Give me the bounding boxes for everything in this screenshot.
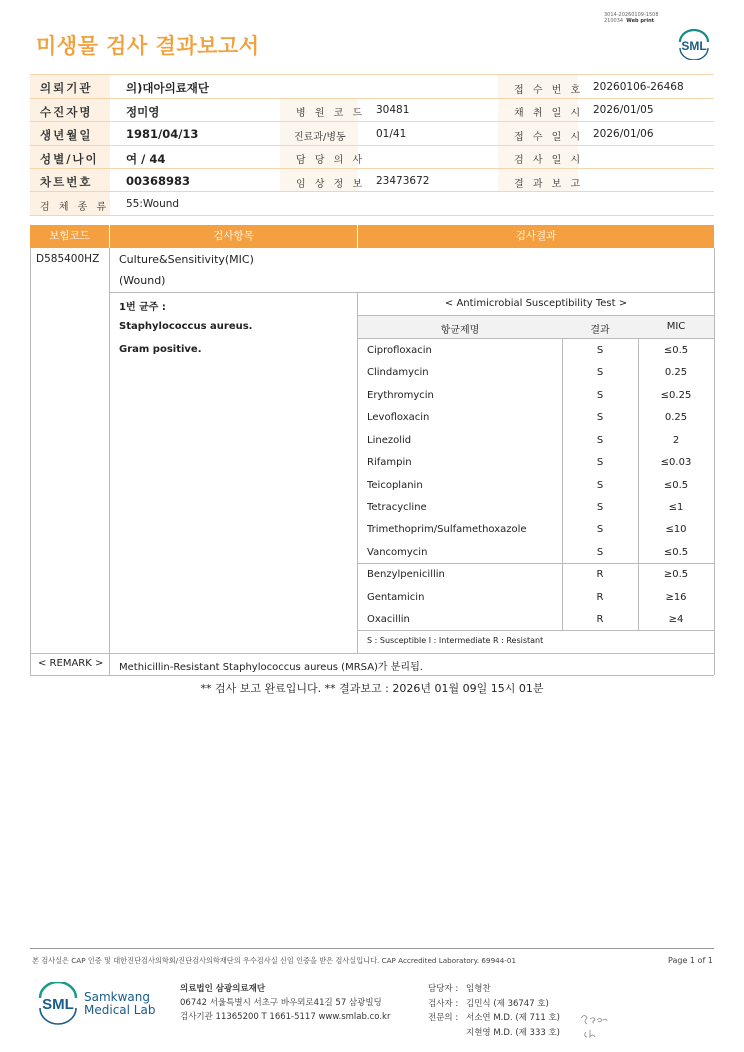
- dept-label: 진료과/병동: [294, 132, 346, 143]
- antibiotic-result: S: [596, 547, 604, 558]
- chart-no-value: 00368983: [126, 174, 191, 188]
- staff-list: [428, 982, 560, 1040]
- lab-address: 06742 서울특별시 서초구 바우뫼로41길 57 삼광빌딩: [180, 998, 382, 1008]
- print-code: [604, 12, 659, 24]
- antibiotic-row: [358, 474, 714, 496]
- antibiotic-row: [358, 586, 714, 608]
- organism-label: 1번 균주 :: [119, 302, 166, 313]
- antibiotic-name: Gentamicin: [367, 592, 425, 603]
- sml-logo-text: SML: [681, 39, 707, 53]
- antibiotic-mic: ≤10: [665, 524, 687, 535]
- lab-contact: 검사기관 11365200 T 1661-5117 www.smlab.co.kr: [180, 1012, 391, 1022]
- hospital-code-label: 병 원 코 드: [296, 108, 366, 119]
- print-code-line2: 210034: [604, 18, 624, 24]
- collect-date-value: 2026/01/05: [593, 104, 654, 116]
- lab-name-en-line2: Medical Lab: [84, 1003, 156, 1017]
- antibiotic-name: Linezolid: [367, 435, 412, 446]
- antibiotic-name: Levofloxacin: [367, 412, 430, 423]
- doctor-label: 담 당 의 사: [296, 155, 366, 166]
- antibiotic-name: Oxacillin: [367, 614, 410, 625]
- lab-name-en-line1: Samkwang: [84, 990, 150, 1004]
- col-header-result: 검사결과: [358, 225, 714, 248]
- accreditation-note: 본 검사실은 CAP 인증 및 대한진단검사의학회/진단검사의학재단의 우수검사실 신임 인증을 받은 검사실입니다. CAP Accredited Laboratory. 69944-01: [32, 956, 517, 965]
- antibiotic-name: Trimethoprim/Sulfamethoxazole: [367, 524, 527, 535]
- requester-label: 의뢰기관: [40, 81, 93, 95]
- patient-name-label: 수진자명: [40, 105, 93, 119]
- hospital-code-value: 30481: [376, 104, 410, 116]
- sex-age-value: 여 / 44: [126, 152, 166, 166]
- lab-name-en: [84, 991, 155, 1017]
- antibiotic-result: S: [596, 367, 604, 378]
- test-specimen: (Wound): [119, 274, 166, 287]
- collect-date-label: 채 취 일 시: [514, 108, 584, 119]
- staff-role: 전문의 :: [428, 1013, 459, 1023]
- antibiotic-mic: ≥16: [665, 592, 687, 603]
- patient-name-value: 정미영: [126, 105, 160, 119]
- test-date-label: 검 사 일 시: [514, 155, 584, 166]
- antibiotic-mic: ≥4: [668, 614, 684, 625]
- antibiotic-row: [358, 361, 714, 383]
- birth-value: 1981/04/13: [126, 127, 199, 141]
- ast-legend: S : Susceptible I : Intermediate R : Resistant: [367, 636, 544, 645]
- report-title: 미생물 검사 결과보고서: [36, 34, 260, 58]
- antibiotic-name: Benzylpenicillin: [367, 569, 445, 580]
- staff-name: 김민식 (제 36747 호): [466, 998, 549, 1009]
- antibiotic-result: R: [596, 614, 604, 625]
- antibiotic-row: [358, 406, 714, 428]
- clinical-info-value: 23473672: [376, 175, 430, 187]
- web-print-label: Web print: [626, 18, 655, 24]
- print-code-line1: 3014-20260109-1508: [604, 12, 659, 18]
- antibiotic-result: S: [596, 390, 604, 401]
- antibiotic-result: S: [596, 457, 604, 468]
- signature-image: [578, 1010, 610, 1040]
- sml-footer-logo-text: SML: [42, 996, 74, 1013]
- antibiotic-mic: 0.25: [664, 367, 688, 378]
- ast-col-result: 결과: [590, 325, 610, 336]
- antibiotic-name: Teicoplanin: [367, 480, 423, 491]
- antibiotic-row: [358, 518, 714, 540]
- antibiotic-row: [358, 541, 714, 563]
- sex-age-label: 성별/나이: [40, 152, 99, 166]
- report-date-label: 결 과 보 고: [514, 179, 584, 190]
- requester-value: 의)대아의료재단: [126, 81, 210, 95]
- staff-name: 서소연 M.D. (제 711 호): [466, 1013, 561, 1023]
- antibiotic-result: S: [596, 480, 604, 491]
- antibiotic-mic: ≤0.25: [660, 390, 692, 401]
- ast-title: < Antimicrobial Susceptibility Test >: [444, 298, 628, 309]
- antibiotic-row: [358, 496, 714, 518]
- antibiotic-result: S: [596, 502, 604, 513]
- antibiotic-mic: 2: [672, 435, 680, 446]
- col-header-code: 보험코드: [30, 225, 109, 248]
- lab-name: 의료법인 삼광의료재단: [180, 984, 266, 994]
- antibiotic-mic: 0.25: [664, 412, 688, 423]
- page-number: Page 1 of 1: [668, 956, 713, 965]
- sml-logo-icon: [676, 28, 712, 60]
- organism-name: Staphylococcus aureus.: [119, 321, 253, 332]
- antibiotic-row: [358, 563, 714, 585]
- antibiotic-result: S: [596, 435, 604, 446]
- antibiotic-name: Ciprofloxacin: [367, 345, 432, 356]
- col-header-item: 검사항목: [110, 225, 357, 248]
- antibiotic-mic: ≤0.5: [663, 480, 689, 491]
- antibiotic-row: [358, 339, 714, 361]
- ast-col-name: 항균제명: [440, 325, 480, 336]
- staff-name: 임형찬: [466, 984, 491, 994]
- test-name: Culture&Sensitivity(MIC): [119, 253, 254, 266]
- ast-col-mic: MIC: [666, 321, 686, 332]
- receipt-date-label: 접 수 일 시: [514, 132, 584, 143]
- receipt-date-value: 2026/01/06: [593, 128, 654, 140]
- antibiotic-result: S: [596, 412, 604, 423]
- dept-value: 01/41: [376, 128, 407, 140]
- chart-no-label: 차트번호: [40, 175, 93, 189]
- receipt-no-value: 20260106-26468: [593, 81, 684, 93]
- antibiotic-name: Clindamycin: [367, 367, 429, 378]
- staff-role: 검사자 :: [428, 998, 459, 1009]
- antibiotic-row: [358, 608, 714, 630]
- antibiotic-name: Vancomycin: [367, 547, 428, 558]
- antibiotic-mic: ≤0.5: [663, 547, 689, 558]
- antibiotic-mic: ≤1: [668, 502, 684, 513]
- birth-label: 생년월일: [40, 128, 93, 142]
- insurance-code: D585400HZ: [36, 253, 100, 265]
- antibiotic-mic: ≥0.5: [663, 569, 689, 580]
- antibiotic-row: [358, 384, 714, 406]
- gram-stain: Gram positive.: [119, 344, 202, 355]
- clinical-info-label: 임 상 정 보: [296, 179, 366, 190]
- report-completion: ** 검사 보고 완료입니다. ** 결과보고 : 2026년 01월 09일 15시 01분: [200, 682, 544, 695]
- antibiotic-result: R: [596, 569, 604, 580]
- staff-role: 담당자 :: [428, 984, 459, 994]
- sml-footer-logo-icon: [36, 982, 80, 1026]
- antibiotic-name: Tetracycline: [367, 502, 427, 513]
- antibiotic-result: S: [596, 524, 604, 535]
- specimen-label: 검 체 종 류: [40, 202, 110, 213]
- remark-label: < REMARK >: [38, 658, 104, 669]
- antibiotic-mic: ≤0.5: [663, 345, 689, 356]
- receipt-no-label: 접 수 번 호: [514, 85, 584, 96]
- antibiotic-name: Rifampin: [367, 457, 412, 468]
- antibiotic-mic: ≤0.03: [660, 457, 692, 468]
- antibiotic-row: [358, 429, 714, 451]
- specimen-value: 55:Wound: [126, 198, 180, 210]
- antibiotic-result: S: [596, 345, 604, 356]
- staff-name: 지현영 M.D. (제 333 호): [466, 1027, 561, 1038]
- antibiotic-name: Erythromycin: [367, 390, 434, 401]
- remark-text: Methicillin-Resistant Staphylococcus aureus (MRSA)가 분리됨.: [119, 662, 423, 673]
- antibiotic-row: [358, 451, 714, 473]
- antibiotic-result: R: [596, 592, 604, 603]
